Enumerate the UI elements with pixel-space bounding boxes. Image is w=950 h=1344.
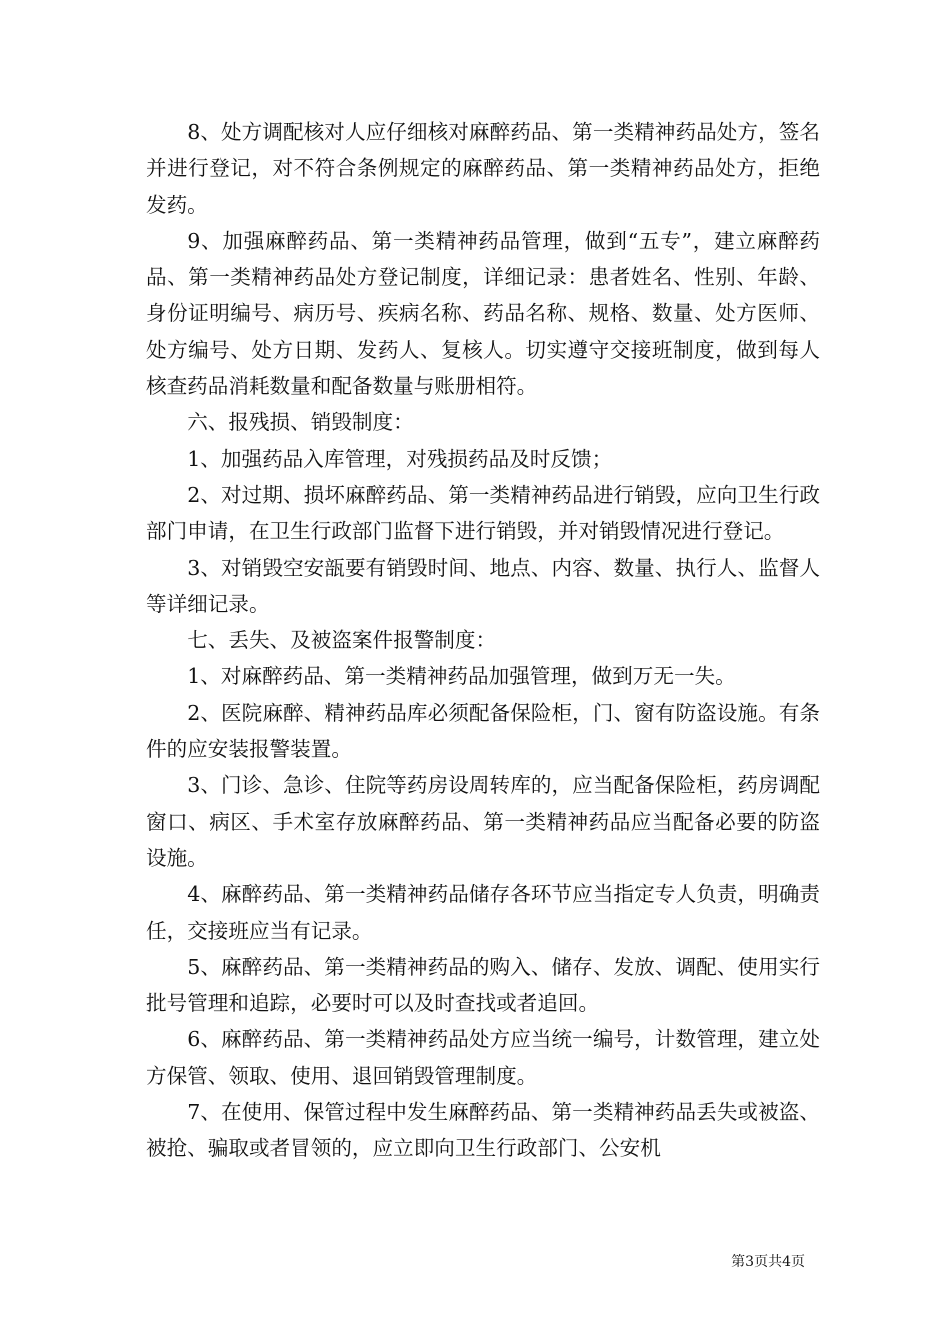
- document-body: [146, 114, 820, 1167]
- section-heading-damage-disposal: 六、报残损、销毁制度：: [187, 410, 414, 435]
- paragraph-loss-4: 4、麻醉药品、第一类精神药品储存各环节应当指定专人负责，明确责任，交接班应当有记录。: [146, 882, 820, 943]
- paragraph-damage-2: 2、对过期、损坏麻醉药品、第一类精神药品进行销毁，应向卫生行政部门申请，在卫生行政部门监督下进行销毁，并对销毁情况进行登记。: [146, 482, 820, 544]
- paragraph-loss-6: 6、麻醉药品、第一类精神药品处方应当统一编号，计数管理，建立处方保管、领取、使用、退回销毁管理制度。: [146, 1027, 820, 1088]
- paragraph-damage-3: 3、对销毁空安瓿要有销毁时间、地点、内容、数量、执行人、监督人等详细记录。: [146, 555, 820, 616]
- paragraph-loss-7: 7、在使用、保管过程中发生麻醉药品、第一类精神药品丢失或被盗、被抢、骗取或者冒领的，应立即向卫生行政部门、公安机: [146, 1100, 820, 1161]
- paragraph-9-management-records: 9、加强麻醉药品、第一类精神药品管理，做到“五专”，建立麻醉药品、第一类精神药品处方登记制度，详细记录：患者姓名、性别、年龄、身份证明编号、病历号、疾病名称、药品名称、规格、数量、处方医师、处方编号、处方日期、发药人、复核人。切实遵守交接班制度，做到每人核查药品消耗数量和配备数量与账册相符。: [146, 228, 820, 399]
- paragraph-8-dispensing-check: 8、处方调配核对人应仔细核对麻醉药品、第一类精神药品处方，签名并进行登记，对不符合条例规定的麻醉药品、第一类精神药品处方，拒绝发药。: [146, 120, 820, 217]
- paragraph-loss-5: 5、麻醉药品、第一类精神药品的购入、储存、发放、调配、使用实行批号管理和追踪，必要时可以及时查找或者追回。: [146, 954, 820, 1016]
- section-heading-loss-theft: 七、丢失、及被盗案件报警制度：: [187, 628, 497, 653]
- paragraph-damage-1: 1、加强药品入库管理，对残损药品及时反馈；: [187, 446, 613, 471]
- page-number-footer: 第3页共4页: [731, 1254, 805, 1270]
- paragraph-loss-2: 2、医院麻醉、精神药品库必须配备保险柜，门、窗有防盗设施。有条件的应安装报警装置。: [146, 700, 820, 762]
- paragraph-loss-3: 3、门诊、急诊、住院等药房设周转库的，应当配备保险柜，药房调配窗口、病区、手术室存放麻醉药品、第一类精神药品应当配备必要的防盗设施。: [146, 773, 820, 870]
- paragraph-loss-1: 1、对麻醉药品、第一类精神药品加强管理，做到万无一失。: [187, 664, 736, 689]
